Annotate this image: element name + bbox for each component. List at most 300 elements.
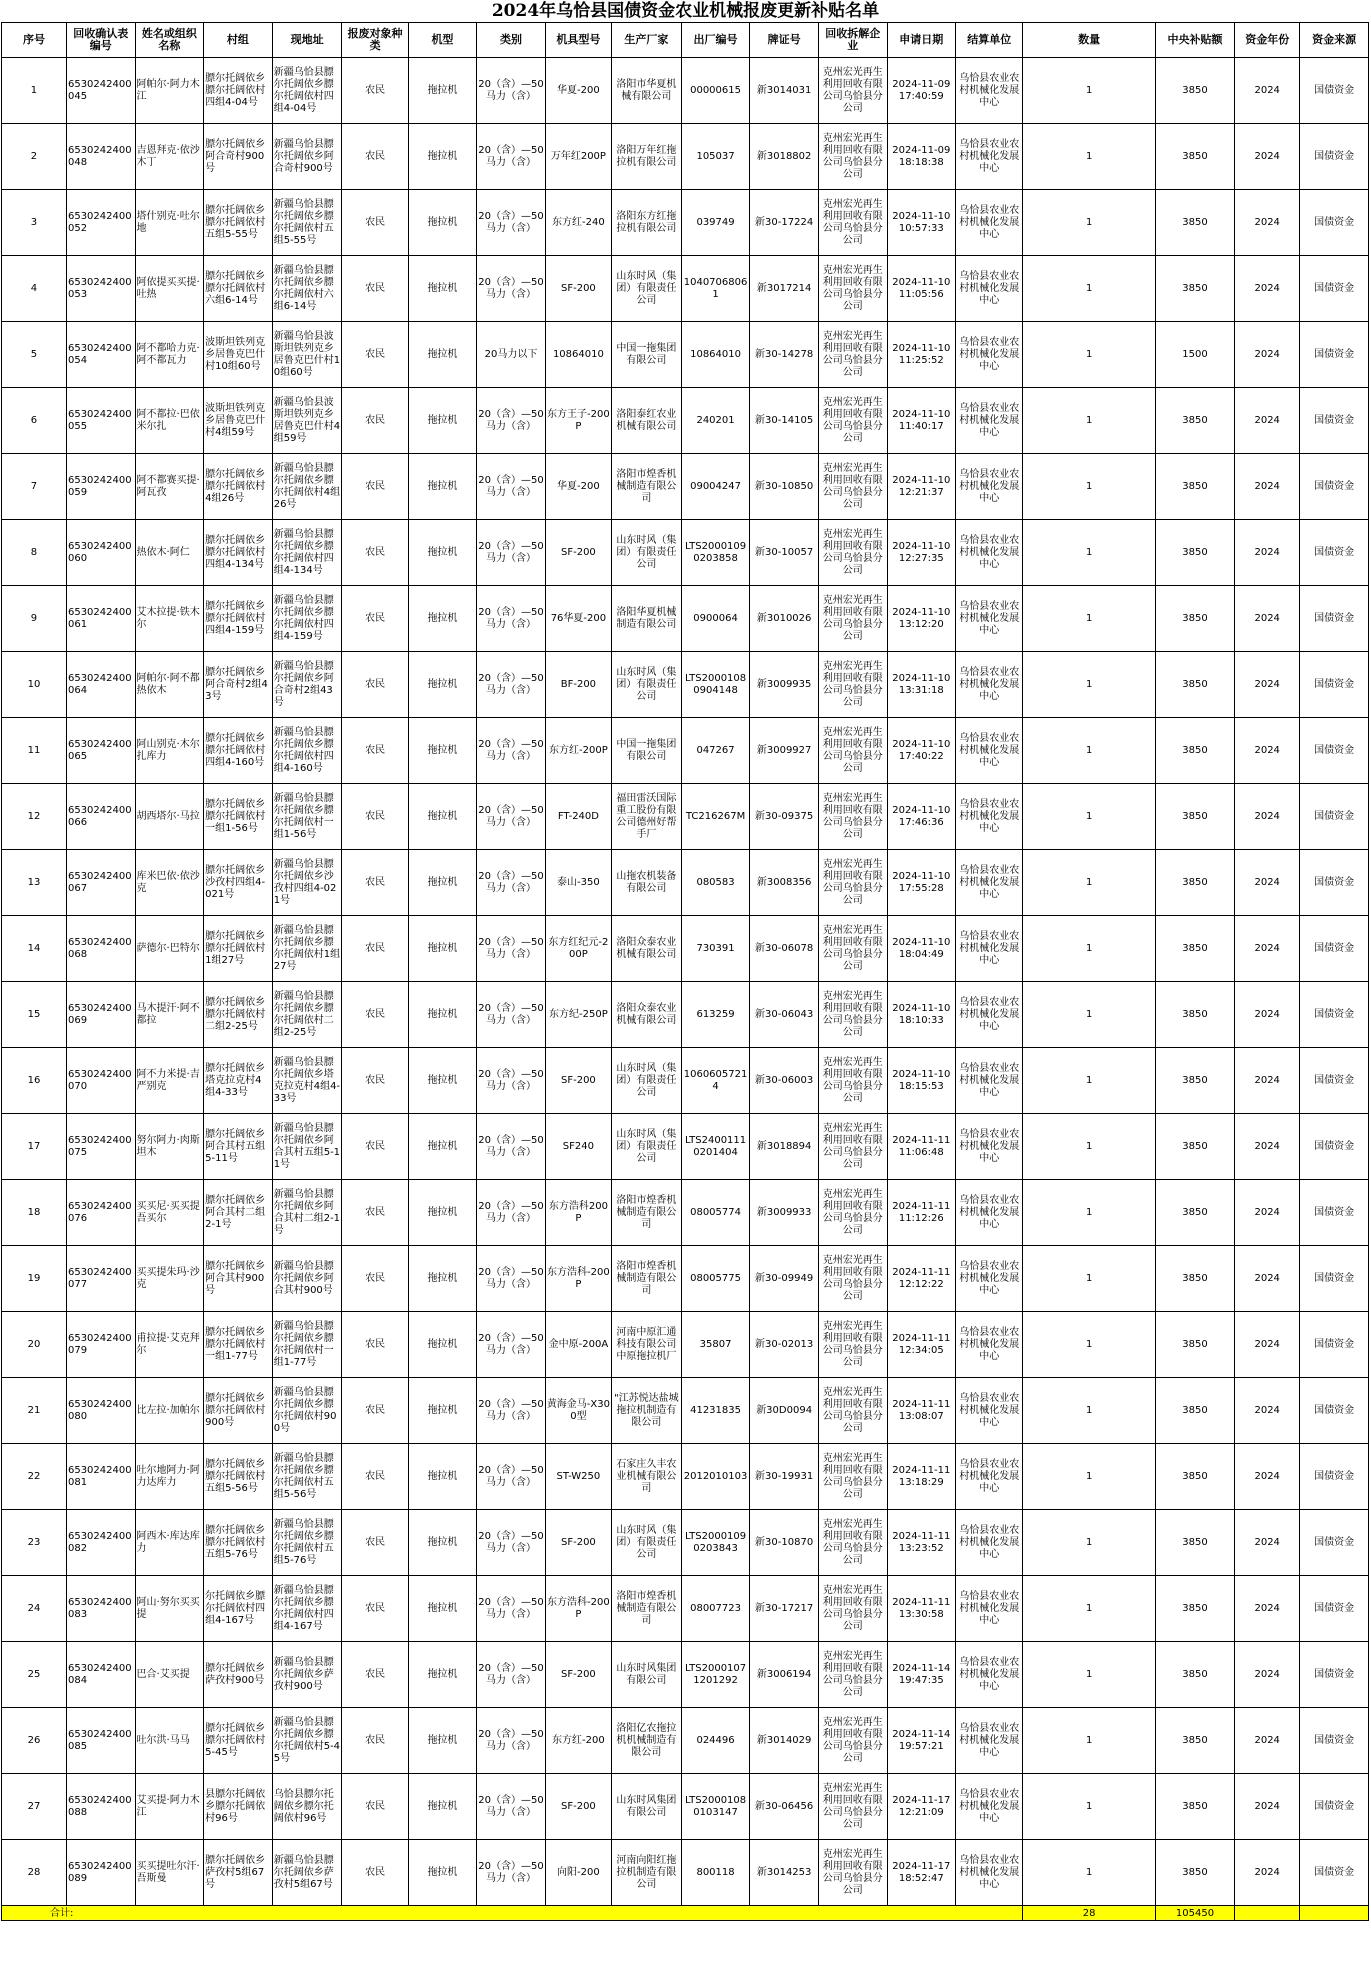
table-cell: 拖拉机 [408, 256, 477, 322]
table-cell: 2024 [1235, 520, 1300, 586]
table-cell: 拖拉机 [408, 1048, 477, 1114]
table-cell: 拖拉机 [408, 1444, 477, 1510]
table-cell: 膘尔托阔依乡膘尔托阔依村一组1-77号 [204, 1312, 273, 1378]
table-cell: 膘尔托阔依乡膘尔托阔依村900号 [204, 1378, 273, 1444]
table-row [2, 256, 1369, 322]
table-cell: 3850 [1155, 1378, 1234, 1444]
table-cell: 2024-11-11 11:06:48 [887, 1114, 956, 1180]
table-cell: 2 [2, 124, 67, 190]
table-cell: 洛阳众泰农业机械有限公司 [611, 982, 681, 1048]
table-cell: 拖拉机 [408, 982, 477, 1048]
table-cell: 2024 [1235, 1048, 1300, 1114]
table-cell: 农民 [342, 718, 408, 784]
table-cell: 拖拉机 [408, 586, 477, 652]
table-cell: 18 [2, 1180, 67, 1246]
table-cell: SF-200 [545, 520, 611, 586]
table-cell: 膘尔托阔依乡沙孜村四组4-021号 [204, 850, 273, 916]
table-cell: 6530242400054 [66, 322, 135, 388]
table-cell: 6530242400048 [66, 124, 135, 190]
table-cell: 克州宏光再生利用回收有限公司乌恰县分公司 [818, 1048, 887, 1114]
table-cell: 6530242400083 [66, 1576, 135, 1642]
table-cell: 1 [1023, 1312, 1155, 1378]
table-cell: 农民 [342, 1774, 408, 1840]
table-cell: LTS20001090203843 [681, 1510, 750, 1576]
table-cell: 新3018802 [750, 124, 819, 190]
table-cell: 2024 [1235, 1642, 1300, 1708]
column-header: 出厂编号 [681, 23, 750, 58]
table-cell: 乌恰县农业农村机械化发展中心 [956, 1312, 1023, 1378]
table-cell: 2024-11-10 13:12:20 [887, 586, 956, 652]
table-cell: 20（含）—50马力（含） [477, 1774, 546, 1840]
table-cell: 1 [1023, 1180, 1155, 1246]
table-cell: 2024 [1235, 982, 1300, 1048]
table-cell: 6530242400060 [66, 520, 135, 586]
table-cell: 农民 [342, 1510, 408, 1576]
table-cell: 阿山别克·木尔扎库力 [135, 718, 204, 784]
table-cell: 新30-10057 [750, 520, 819, 586]
table-cell: 艾木拉提·铁木尔 [135, 586, 204, 652]
table-row [2, 1312, 1369, 1378]
table-cell: 00000615 [681, 58, 750, 124]
table-cell: 克州宏光再生利用回收有限公司乌恰县分公司 [818, 58, 887, 124]
table-cell: 16 [2, 1048, 67, 1114]
table-cell: 农民 [342, 1114, 408, 1180]
table-cell: 华夏-200 [545, 454, 611, 520]
table-cell: 41231835 [681, 1378, 750, 1444]
table-cell: 2024-11-10 18:15:53 [887, 1048, 956, 1114]
table-cell: 08005774 [681, 1180, 750, 1246]
table-cell: 新30D0094 [750, 1378, 819, 1444]
table-cell: 1 [1023, 1510, 1155, 1576]
table-cell: 农民 [342, 850, 408, 916]
table-cell: 洛阳市华夏机械有限公司 [611, 58, 681, 124]
table-cell: 农民 [342, 916, 408, 982]
table-cell: 12 [2, 784, 67, 850]
table-cell: 克州宏光再生利用回收有限公司乌恰县分公司 [818, 1378, 887, 1444]
table-cell: 19 [2, 1246, 67, 1312]
table-cell: 3 [2, 190, 67, 256]
table-cell: 克州宏光再生利用回收有限公司乌恰县分公司 [818, 388, 887, 454]
table-cell: 库米巴依·依沙克 [135, 850, 204, 916]
table-cell: 20（含）—50马力（含） [477, 652, 546, 718]
table-cell: 新3009933 [750, 1180, 819, 1246]
table-cell: 6530242400055 [66, 388, 135, 454]
table-cell: 国债资金 [1300, 58, 1369, 124]
table-cell: 3850 [1155, 1312, 1234, 1378]
table-row [2, 718, 1369, 784]
table-cell: 拖拉机 [408, 652, 477, 718]
table-row [2, 1510, 1369, 1576]
table-cell: 20（含）—50马力（含） [477, 1510, 546, 1576]
table-cell: 阿西木·库达库力 [135, 1510, 204, 1576]
table-cell: 20马力以下 [477, 322, 546, 388]
table-cell: 20（含）—50马力（含） [477, 1840, 546, 1906]
table-cell: 1 [1023, 718, 1155, 784]
table-cell: 2024-11-17 12:21:09 [887, 1774, 956, 1840]
table-cell: 阿帕尔·阿力木江 [135, 58, 204, 124]
table-cell: 20（含）—50马力（含） [477, 1642, 546, 1708]
table-cell: 洛阳华夏机械制造有限公司 [611, 586, 681, 652]
table-cell: 6 [2, 388, 67, 454]
table-cell: 新疆乌恰县膘尔托阔依乡膘尔托阔依村五组5-55号 [272, 190, 342, 256]
table-cell: 东方王子-200P [545, 388, 611, 454]
table-cell: 乌恰县农业农村机械化发展中心 [956, 652, 1023, 718]
table-cell: 国债资金 [1300, 1840, 1369, 1906]
table-cell: 阿帕尔·阿不都热依木 [135, 652, 204, 718]
table-cell: 乌恰县膘尔托阔依乡膘尔托阔依村96号 [272, 1774, 342, 1840]
table-cell: 2024 [1235, 322, 1300, 388]
table-cell: 6530242400065 [66, 718, 135, 784]
table-cell: 洛阳众泰农业机械有限公司 [611, 916, 681, 982]
table-cell: 克州宏光再生利用回收有限公司乌恰县分公司 [818, 256, 887, 322]
table-cell: 2024 [1235, 652, 1300, 718]
table-cell: ST-W250 [545, 1444, 611, 1510]
table-cell: 膘尔托阔依乡阿合奇村2组43号 [204, 652, 273, 718]
table-cell: 2024 [1235, 454, 1300, 520]
table-cell: 拖拉机 [408, 1180, 477, 1246]
table-row [2, 190, 1369, 256]
table-cell: 克州宏光再生利用回收有限公司乌恰县分公司 [818, 1312, 887, 1378]
table-cell: 买买提吐尔汗·吾斯曼 [135, 1840, 204, 1906]
table-cell: 克州宏光再生利用回收有限公司乌恰县分公司 [818, 1708, 887, 1774]
table-cell: 膘尔托阔依乡膘尔托阔依村四组4-160号 [204, 718, 273, 784]
table-cell: 1 [1023, 520, 1155, 586]
table-cell: 阿不都哈力克·阿不都瓦力 [135, 322, 204, 388]
table-cell: 1 [1023, 256, 1155, 322]
table-cell: 山东时风集团有限公司 [611, 1642, 681, 1708]
table-cell: 3850 [1155, 1774, 1234, 1840]
table-cell: 2024 [1235, 1312, 1300, 1378]
subsidy-table [1, 22, 1369, 1921]
table-cell: 2024 [1235, 916, 1300, 982]
table-cell: 洛阳亿农拖拉机机械制造有限公司 [611, 1708, 681, 1774]
table-cell: 拖拉机 [408, 58, 477, 124]
table-cell: 热依木·阿仁 [135, 520, 204, 586]
table-cell: 乌恰县农业农村机械化发展中心 [956, 850, 1023, 916]
table-cell: 膘尔托阔依乡膘尔托阔依村二组2-25号 [204, 982, 273, 1048]
table-cell: 乌恰县农业农村机械化发展中心 [956, 58, 1023, 124]
table-cell: 农民 [342, 784, 408, 850]
table-cell: 2024 [1235, 784, 1300, 850]
table-cell: 20（含）—50马力（含） [477, 58, 546, 124]
table-cell: 6530242400068 [66, 916, 135, 982]
table-cell: 1 [1023, 1246, 1155, 1312]
table-cell: 3850 [1155, 1180, 1234, 1246]
table-cell: 国债资金 [1300, 190, 1369, 256]
table-cell: 农民 [342, 388, 408, 454]
table-cell: 2024 [1235, 586, 1300, 652]
table-cell: 6530242400045 [66, 58, 135, 124]
table-cell: 2024-11-11 11:12:26 [887, 1180, 956, 1246]
table-cell: 2024 [1235, 1246, 1300, 1312]
table-cell: 2024 [1235, 1840, 1300, 1906]
table-cell: 新3009935 [750, 652, 819, 718]
table-cell: 2024-11-11 12:34:05 [887, 1312, 956, 1378]
table-cell: 膘尔托阔依乡膘尔托阔依村四组4-159号 [204, 586, 273, 652]
table-cell: 农民 [342, 1642, 408, 1708]
table-cell: 20（含）—50马力（含） [477, 256, 546, 322]
table-cell: 23 [2, 1510, 67, 1576]
table-cell: 克州宏光再生利用回收有限公司乌恰县分公司 [818, 652, 887, 718]
column-header: 类别 [477, 23, 546, 58]
table-cell: 拖拉机 [408, 1378, 477, 1444]
table-cell: 河南向阳红拖拉机制造有限公司 [611, 1840, 681, 1906]
table-cell: 20（含）—50马力（含） [477, 124, 546, 190]
table-cell: LTS20001080904148 [681, 652, 750, 718]
table-cell: 新疆乌恰县膘尔托阔依乡膘尔托阔依村4组26号 [272, 454, 342, 520]
table-cell: 6530242400076 [66, 1180, 135, 1246]
table-cell: 新30-10850 [750, 454, 819, 520]
table-cell: 新30-14278 [750, 322, 819, 388]
table-cell: 新疆乌恰县膘尔托阔依乡膘尔托阔依村二组2-25号 [272, 982, 342, 1048]
table-cell: 6530242400061 [66, 586, 135, 652]
table-cell: 膘尔托阔依乡膘尔托阔依村五组5-76号 [204, 1510, 273, 1576]
table-cell: 膘尔托阔依乡膘尔托阔依村六组6-14号 [204, 256, 273, 322]
table-cell: 15 [2, 982, 67, 1048]
column-header: 机型 [408, 23, 477, 58]
table-cell: 2024-11-10 12:21:37 [887, 454, 956, 520]
table-cell: 新疆乌恰县膘尔托阔依乡膘尔托阔依村一组1-56号 [272, 784, 342, 850]
table-cell: 克州宏光再生利用回收有限公司乌恰县分公司 [818, 784, 887, 850]
table-cell: 1 [1023, 58, 1155, 124]
table-cell: 膘尔托阔依乡膘尔托阔依村四组4-04号 [204, 58, 273, 124]
total-subsidy: 105450 [1155, 1906, 1234, 1921]
table-cell: 35807 [681, 1312, 750, 1378]
table-cell: 2024-11-10 17:40:22 [887, 718, 956, 784]
table-cell: 6530242400067 [66, 850, 135, 916]
table-cell: 乌恰县农业农村机械化发展中心 [956, 982, 1023, 1048]
table-cell: 6530242400077 [66, 1246, 135, 1312]
table-cell: 乌恰县农业农村机械化发展中心 [956, 454, 1023, 520]
table-cell: 20 [2, 1312, 67, 1378]
table-row [2, 586, 1369, 652]
table-cell: 09004247 [681, 454, 750, 520]
table-cell: 新疆乌恰县膘尔托阔依乡膘尔托阔依村900号 [272, 1378, 342, 1444]
table-row [2, 652, 1369, 718]
table-row [2, 1180, 1369, 1246]
table-cell: 拖拉机 [408, 718, 477, 784]
table-cell: 福田雷沃国际重工股份有限公司德州好帮手厂 [611, 784, 681, 850]
table-cell: 6530242400081 [66, 1444, 135, 1510]
table-cell: 拖拉机 [408, 322, 477, 388]
table-cell: 20（含）—50马力（含） [477, 850, 546, 916]
table-cell: 新30-02013 [750, 1312, 819, 1378]
table-cell: 1 [1023, 586, 1155, 652]
table-cell: 3850 [1155, 982, 1234, 1048]
table-cell: 阿不都赛买提·阿瓦孜 [135, 454, 204, 520]
table-cell: 国债资金 [1300, 1510, 1369, 1576]
table-cell: 拖拉机 [408, 1774, 477, 1840]
table-cell: 拖拉机 [408, 916, 477, 982]
table-cell: 21 [2, 1378, 67, 1444]
table-cell: 国债资金 [1300, 1774, 1369, 1840]
table-cell: 20（含）—50马力（含） [477, 1576, 546, 1642]
table-cell: SF-200 [545, 1510, 611, 1576]
table-cell: SF240 [545, 1114, 611, 1180]
table-cell: 乌恰县农业农村机械化发展中心 [956, 586, 1023, 652]
table-cell: 3850 [1155, 1246, 1234, 1312]
table-cell: 2024-11-10 18:04:49 [887, 916, 956, 982]
table-row [2, 982, 1369, 1048]
table-cell: 24 [2, 1576, 67, 1642]
table-cell: 乌恰县农业农村机械化发展中心 [956, 1576, 1023, 1642]
table-cell: 国债资金 [1300, 454, 1369, 520]
table-cell: 20（含）—50马力（含） [477, 1180, 546, 1246]
table-cell: 3850 [1155, 190, 1234, 256]
table-cell: 6530242400053 [66, 256, 135, 322]
table-cell: 613259 [681, 982, 750, 1048]
table-cell: 10 [2, 652, 67, 718]
table-cell: 新疆乌恰县膘尔托阔依乡塔克拉克村4组4-33号 [272, 1048, 342, 1114]
table-cell: 农民 [342, 256, 408, 322]
table-cell: 039749 [681, 190, 750, 256]
table-cell: 新30-06456 [750, 1774, 819, 1840]
table-cell: 尔托阔依乡膘尔托阔依村四组4-167号 [204, 1576, 273, 1642]
table-cell: 新3008356 [750, 850, 819, 916]
table-cell: 2024 [1235, 1444, 1300, 1510]
table-cell: 克州宏光再生利用回收有限公司乌恰县分公司 [818, 916, 887, 982]
table-cell: 新疆乌恰县膘尔托阔依乡膘尔托阔依村1组27号 [272, 916, 342, 982]
table-cell: 新30-10870 [750, 1510, 819, 1576]
table-cell: 乌恰县农业农村机械化发展中心 [956, 520, 1023, 586]
table-cell: 2024-11-10 17:55:28 [887, 850, 956, 916]
table-cell: 万年红200P [545, 124, 611, 190]
table-cell: 拖拉机 [408, 1840, 477, 1906]
table-cell: 膘尔托阔依乡膘尔托阔依村五组5-56号 [204, 1444, 273, 1510]
table-cell: 国债资金 [1300, 784, 1369, 850]
table-cell: 乌恰县农业农村机械化发展中心 [956, 916, 1023, 982]
table-cell: 2024 [1235, 190, 1300, 256]
table-cell: 17 [2, 1114, 67, 1180]
table-cell: 国债资金 [1300, 1378, 1369, 1444]
table-cell: 8 [2, 520, 67, 586]
table-cell: 28 [2, 1840, 67, 1906]
table-cell: SF-200 [545, 1048, 611, 1114]
table-row [2, 1708, 1369, 1774]
table-cell: 新疆乌恰县膘尔托阔依乡阿合其村二组2-1号 [272, 1180, 342, 1246]
table-cell: 拖拉机 [408, 1312, 477, 1378]
table-cell: 6530242400066 [66, 784, 135, 850]
table-cell: 3850 [1155, 1576, 1234, 1642]
table-cell: 2024 [1235, 1774, 1300, 1840]
table-cell: 新3017214 [750, 256, 819, 322]
table-cell: 阿不力米提·吉严别克 [135, 1048, 204, 1114]
table-cell: 阿依提买买提·吐热 [135, 256, 204, 322]
table-cell: 2024 [1235, 850, 1300, 916]
table-cell: 20（含）—50马力（含） [477, 718, 546, 784]
table-cell: 5 [2, 322, 67, 388]
table-cell: 6530242400089 [66, 1840, 135, 1906]
table-cell: 膘尔托阔依乡膘尔托阔依村5-45号 [204, 1708, 273, 1774]
total-empty-cell [1235, 1906, 1300, 1921]
table-cell: 2024 [1235, 256, 1300, 322]
table-cell: 1 [1023, 1378, 1155, 1444]
table-cell: 波斯坦铁列克乡居鲁克巴什村4组59号 [204, 388, 273, 454]
table-cell: 新疆乌恰县波斯坦铁列克乡居鲁克巴什村4组59号 [272, 388, 342, 454]
table-cell: 东方浩科200P [545, 1180, 611, 1246]
table-cell: 1 [1023, 784, 1155, 850]
table-cell: 3850 [1155, 1114, 1234, 1180]
table-cell: 新3009927 [750, 718, 819, 784]
table-cell: 山东时风（集团）有限责任公司 [611, 1048, 681, 1114]
table-cell: 拖拉机 [408, 1576, 477, 1642]
table-cell: 膘尔托阔依乡膘尔托阔依村一组1-56号 [204, 784, 273, 850]
table-cell: 克州宏光再生利用回收有限公司乌恰县分公司 [818, 1444, 887, 1510]
column-header: 资金来源 [1300, 23, 1369, 58]
table-cell: 2024 [1235, 58, 1300, 124]
table-cell: 10864010 [681, 322, 750, 388]
table-cell: 乌恰县农业农村机械化发展中心 [956, 124, 1023, 190]
table-cell: 金中原-200A [545, 1312, 611, 1378]
table-cell: 洛阳市煌香机械制造有限公司 [611, 1576, 681, 1642]
table-cell: 农民 [342, 58, 408, 124]
table-cell: TC216267M [681, 784, 750, 850]
table-cell: 2024-11-14 19:47:35 [887, 1642, 956, 1708]
table-cell: 膘尔托阔依乡膘尔托阔依村4组26号 [204, 454, 273, 520]
table-cell: 新疆乌恰县膘尔托阔依乡膘尔托阔依村5-45号 [272, 1708, 342, 1774]
table-cell: 6530242400082 [66, 1510, 135, 1576]
column-header: 生产厂家 [611, 23, 681, 58]
table-cell: 克州宏光再生利用回收有限公司乌恰县分公司 [818, 124, 887, 190]
table-cell: 拖拉机 [408, 388, 477, 454]
table-cell: 乌恰县农业农村机械化发展中心 [956, 1048, 1023, 1114]
table-cell: 山东时风（集团）有限责任公司 [611, 520, 681, 586]
table-cell: 2024-11-10 12:27:35 [887, 520, 956, 586]
table-cell: 240201 [681, 388, 750, 454]
table-cell: 2024-11-11 12:12:22 [887, 1246, 956, 1312]
table-cell: 2024 [1235, 1378, 1300, 1444]
table-cell: 农民 [342, 982, 408, 1048]
table-cell: 6530242400080 [66, 1378, 135, 1444]
table-cell: 国债资金 [1300, 520, 1369, 586]
table-cell: 3850 [1155, 784, 1234, 850]
table-cell: 膘尔托阔依乡萨孜村5组67号 [204, 1840, 273, 1906]
table-cell: LTS20001080103147 [681, 1774, 750, 1840]
column-header: 数量 [1023, 23, 1155, 58]
table-cell: 新3018894 [750, 1114, 819, 1180]
table-cell: 拖拉机 [408, 1510, 477, 1576]
table-cell: 1 [1023, 1576, 1155, 1642]
table-row [2, 388, 1369, 454]
table-cell: 4 [2, 256, 67, 322]
table-cell: SF-200 [545, 1774, 611, 1840]
table-cell: 膘尔托阔依乡膘尔托阔依村1组27号 [204, 916, 273, 982]
table-cell: 105037 [681, 124, 750, 190]
table-cell: 乌恰县农业农村机械化发展中心 [956, 1510, 1023, 1576]
table-cell: 拖拉机 [408, 520, 477, 586]
table-cell: 农民 [342, 322, 408, 388]
table-cell: 3850 [1155, 454, 1234, 520]
table-cell: 新疆乌恰县膘尔托阔依乡膘尔托阔依村四组4-134号 [272, 520, 342, 586]
table-cell: 拖拉机 [408, 850, 477, 916]
table-cell: 新30-09375 [750, 784, 819, 850]
table-cell: 乌恰县农业农村机械化发展中心 [956, 190, 1023, 256]
table-cell: 农民 [342, 1312, 408, 1378]
table-row [2, 916, 1369, 982]
table-cell: 20（含）—50马力（含） [477, 586, 546, 652]
table-cell: 2024-11-10 11:25:52 [887, 322, 956, 388]
table-cell: 膘尔托阔依乡阿合其村二组2-1号 [204, 1180, 273, 1246]
table-cell: 新疆乌恰县膘尔托阔依乡萨孜村5组67号 [272, 1840, 342, 1906]
table-cell: 克州宏光再生利用回收有限公司乌恰县分公司 [818, 1180, 887, 1246]
table-cell: 农民 [342, 1576, 408, 1642]
table-cell: 山东时风（集团）有限责任公司 [611, 652, 681, 718]
table-cell: 国债资金 [1300, 1048, 1369, 1114]
table-cell: 巴合·艾买提 [135, 1642, 204, 1708]
table-cell: 新疆乌恰县膘尔托阔依乡膘尔托阔依村六组6-14号 [272, 256, 342, 322]
table-cell: 比左拉·加帕尔 [135, 1378, 204, 1444]
table-cell: 东方红-200 [545, 1708, 611, 1774]
